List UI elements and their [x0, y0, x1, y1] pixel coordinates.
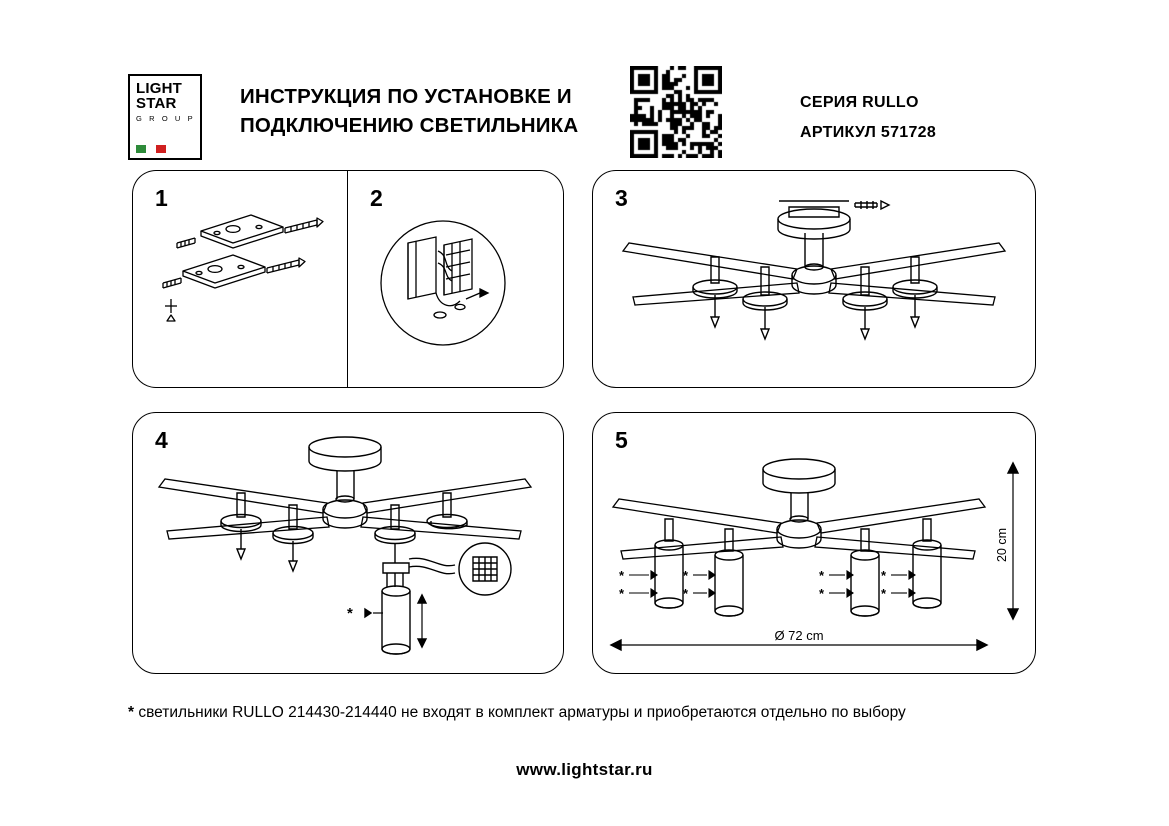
step-panel-2: [348, 170, 564, 388]
page-title-line-2: ПОДКЛЮЧЕНИЮ СВЕТИЛЬНИКА: [240, 114, 579, 137]
asterisk-marker-d: *: [683, 586, 689, 601]
height-dimension-label: 20 cm: [995, 527, 1009, 563]
asterisk-marker-g: *: [881, 568, 887, 583]
brand-line-1: LIGHT: [136, 80, 182, 97]
qr-code-icon: [630, 66, 722, 158]
footnote: [128, 702, 1078, 724]
italy-flag-icon: [136, 145, 166, 153]
asterisk-marker-a: *: [619, 568, 625, 583]
step-1-illustration: [133, 171, 348, 387]
brand-logo: [128, 74, 202, 160]
page-title: [240, 82, 630, 140]
asterisk-marker-c: *: [683, 568, 689, 583]
step-number-2: 2: [370, 185, 383, 211]
product-info: [800, 88, 1060, 148]
step-panel-5: [592, 412, 1036, 674]
step-number-1: 1: [155, 185, 168, 211]
step-number-4: 4: [155, 427, 168, 453]
brand-line-2: STAR: [136, 95, 177, 112]
footnote-text: светильники RULLO 214430-214440 не входят в комплект арматуры и приобретаются отдельно по выбору: [138, 704, 906, 721]
step-2-illustration: [348, 171, 563, 387]
page-header: [0, 30, 1169, 140]
step-3-illustration: [593, 171, 1035, 387]
step-panel-3: [592, 170, 1036, 388]
step-number-5: 5: [615, 427, 628, 453]
page-title-line-1: ИНСТРУКЦИЯ ПО УСТАНОВКЕ И: [240, 85, 572, 108]
diameter-dimension-label: Ø 72 cm: [774, 628, 824, 643]
asterisk-marker-f: *: [819, 586, 825, 601]
series-label: СЕРИЯ RULLO: [800, 94, 919, 111]
asterisk-marker-step4: *: [347, 605, 353, 622]
step-4-illustration: [133, 413, 563, 673]
asterisk-marker-e: *: [819, 568, 825, 583]
asterisk-marker-b: *: [619, 586, 625, 601]
brand-group-text: G R O U P: [136, 114, 196, 123]
step-number-3: 3: [615, 185, 628, 211]
step-panel-4: [132, 412, 564, 674]
article-label: АРТИКУЛ 571728: [800, 124, 937, 141]
website-link[interactable]: www.lightstar.ru: [516, 760, 653, 779]
asterisk-marker-h: *: [881, 586, 887, 601]
step-panel-1: [132, 170, 348, 388]
step-5-illustration: [593, 413, 1035, 673]
footnote-asterisk: *: [128, 704, 135, 721]
